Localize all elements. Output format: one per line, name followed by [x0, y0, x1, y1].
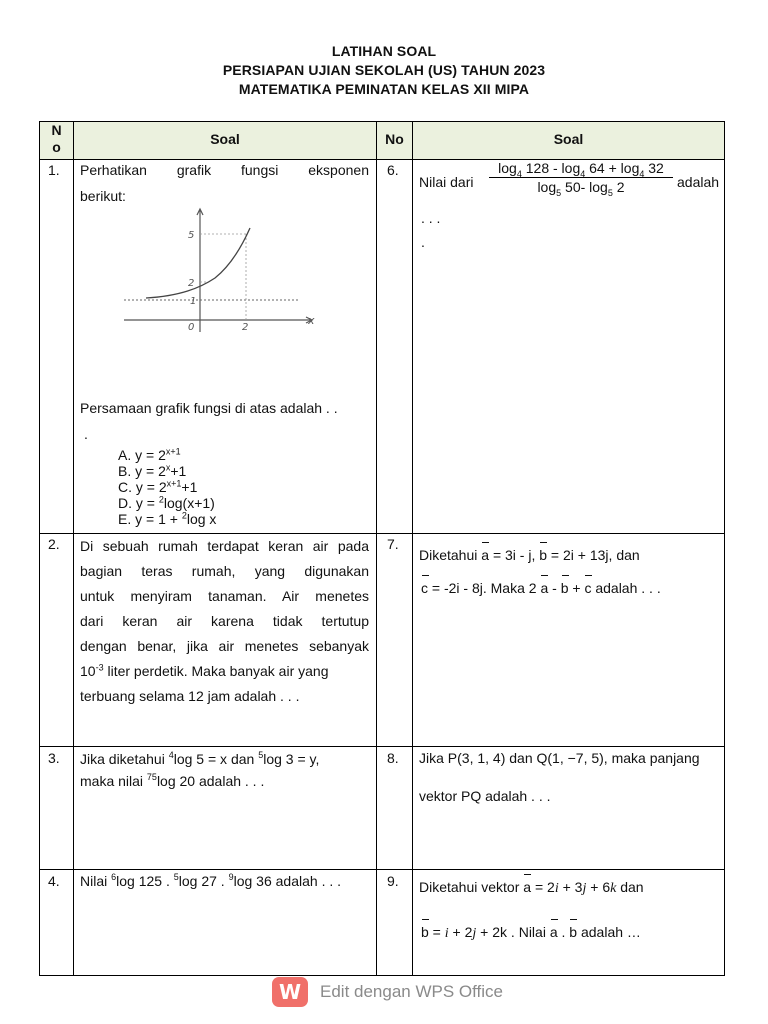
- question-6-dots: . . .: [421, 210, 441, 226]
- question-3-text: [80, 749, 319, 793]
- header-subject: MATEMATIKA PEMINATAN KELAS XII MIPA: [238, 81, 530, 97]
- question-number: 3.: [48, 750, 60, 766]
- question-1-options: [118, 447, 216, 527]
- vector-c: c: [421, 580, 428, 596]
- question-2-line: dengan benar, jika air menetes sebanyak: [80, 638, 369, 654]
- table-border: [39, 121, 725, 122]
- table-border: [39, 869, 725, 870]
- wps-logo-icon: W: [272, 977, 308, 1007]
- vector-b: b: [421, 924, 429, 940]
- wps-edit-link[interactable]: Edit dengan WPS Office: [320, 982, 504, 1001]
- graph-label-y1: 1: [190, 296, 197, 307]
- question-3-line: Jika diketahui $^4$log 5 = x dan $^5$log 3 = y,: [80, 750, 320, 767]
- table-border: [39, 746, 725, 747]
- column-header-no-right: No: [385, 131, 404, 147]
- question-2-line: $10^{-3}$ liter perdetik. Maka banyak air yang: [80, 662, 329, 679]
- vector-a: a: [523, 879, 532, 895]
- header-title: LATIHAN SOAL: [331, 43, 437, 59]
- document-header: [0, 42, 768, 99]
- column-header-no-left: [40, 122, 73, 156]
- question-1-text-line1: Perhatikan grafik fungsi eksponen: [80, 162, 369, 178]
- table-border: [412, 121, 413, 976]
- wps-edit-banner[interactable]: [272, 976, 503, 1008]
- question-1-prompt: Persamaan grafik fungsi di atas adalah . .: [80, 400, 338, 416]
- question-6-dot: .: [421, 234, 425, 250]
- table-border: [39, 121, 40, 976]
- option-a: A. $y = 2^{x+1}$: [118, 446, 181, 463]
- question-6-lead: Nilai dari: [419, 174, 474, 190]
- vector-a: a: [549, 924, 558, 940]
- question-2-line: terbuang selama 12 jam adalah . . .: [80, 688, 300, 704]
- question-3-line: maka nilai $^{75}$log 20 adalah . . .: [80, 772, 265, 789]
- vector-b: b: [569, 924, 578, 940]
- question-number: 6.: [387, 162, 399, 178]
- graph-label-origin: 0: [188, 322, 195, 333]
- graph-label-y2: 2: [188, 278, 195, 289]
- option-d: D. y = $^2$log(x+1): [118, 494, 215, 511]
- question-7-line2: c = -2i - 8j. Maka 2 a - b + c adalah . . .: [421, 580, 661, 596]
- column-header-soal-right: Soal: [553, 131, 584, 147]
- question-1-text-line2: berikut:: [80, 188, 126, 204]
- question-2-line: bagian teras rumah, yang digunakan: [80, 563, 369, 579]
- question-2-line: dari keran air karena tidak tertutup: [80, 613, 369, 629]
- graph-label-y5: 5: [188, 230, 195, 241]
- option-e: E. y = 1 + $^2$log x: [118, 510, 217, 527]
- question-number: 8.: [387, 750, 399, 766]
- fraction-numerator: $\log_4 128 - \log_4 64 + \log_4 32$: [498, 160, 664, 179]
- column-header-no-left-line2: o: [52, 139, 61, 155]
- question-8-line1: Jika P(3, 1, 4) dan Q(1, −7, 5), maka panjang: [419, 750, 700, 766]
- exponential-graph: [110, 206, 335, 336]
- vector-b: b: [560, 580, 569, 596]
- question-number: 1.: [48, 162, 60, 178]
- fraction-denominator: $\log_5 50-$ $\log_5 2$: [537, 179, 625, 198]
- question-9-line2: b = i + 2j + 2k . Nilai a . b adalah …: [421, 924, 641, 941]
- question-2-text: [80, 534, 369, 709]
- question-7-line1: Diketahui a = 3i - j, b = 2i + 13j, dan: [419, 547, 640, 563]
- question-2-line: untuk menyiram tanaman. Air menetes: [80, 588, 369, 604]
- question-9-line1: Diketahui vektor a = 2i + 3j + 6k dan: [419, 879, 644, 896]
- question-4-text: Nilai $^6$log 125 . $^5$log 27 . $^9$log 36 adalah . . .: [80, 872, 342, 889]
- column-header-soal-left: Soal: [210, 131, 240, 147]
- graph-label-x2: 2: [242, 322, 249, 333]
- question-number: 4.: [48, 873, 60, 889]
- question-6-fraction: [489, 160, 673, 198]
- graph-label-x: x: [308, 314, 315, 327]
- vector-a: a: [540, 580, 549, 596]
- table-border: [73, 121, 74, 976]
- question-6-tail: adalah: [677, 174, 720, 190]
- table-border: [724, 121, 725, 976]
- question-number: 9.: [387, 873, 399, 889]
- vector-a: a: [481, 547, 490, 563]
- question-8-line2: vektor PQ adalah . . .: [419, 788, 551, 804]
- question-number: 2.: [48, 536, 60, 552]
- question-2-line: Di sebuah rumah terdapat keran air pada: [80, 538, 369, 554]
- vector-b: b: [539, 547, 548, 563]
- table-border: [376, 121, 377, 976]
- vector-c: c: [584, 580, 592, 596]
- option-c: C. $y = 2^{x+1}+1$: [118, 478, 198, 495]
- header-subtitle: PERSIAPAN UJIAN SEKOLAH (US) TAHUN 2023: [222, 62, 546, 78]
- question-number: 7.: [387, 536, 399, 552]
- question-1-prompt-cont: .: [84, 426, 88, 442]
- column-header-no-left-line1: N: [51, 122, 62, 138]
- option-b: B. $y = 2^x+1$: [118, 462, 187, 479]
